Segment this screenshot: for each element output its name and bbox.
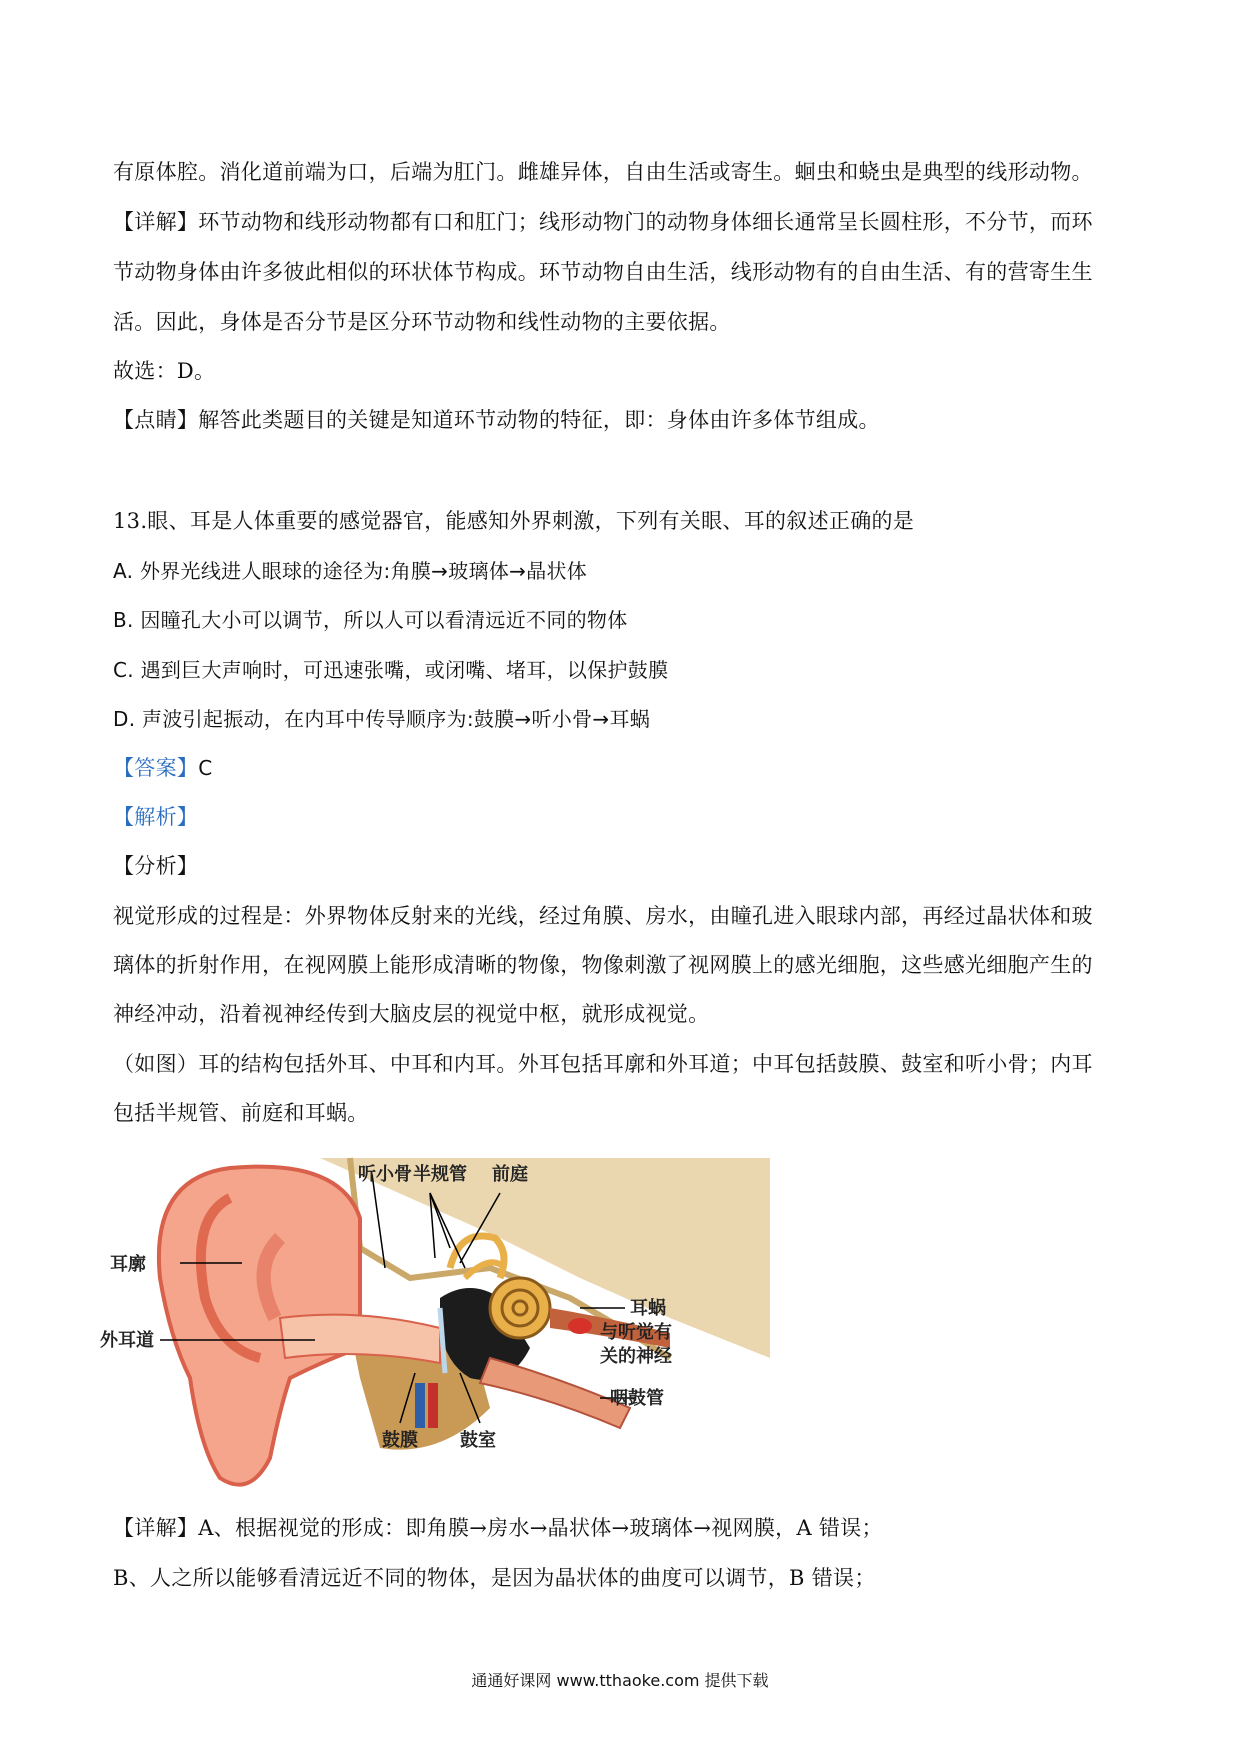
analysis-tag: 【解析】 xyxy=(113,805,199,829)
detail-line: B、人之所以能够看清远近不同的物体，是因为晶状体的曲度可以调节，B 错误； xyxy=(113,1566,876,1590)
label-eardrum: 鼓膜 xyxy=(382,1430,418,1451)
eustachian-tube-shape xyxy=(480,1358,630,1428)
text-line: 活。因此，身体是否分节是区分环节动物和线性动物的主要依据。 xyxy=(113,310,731,334)
option-d: D. 声波引起振动，在内耳中传导顺序为:鼓膜→听小骨→耳蜗 xyxy=(113,707,651,731)
detail-paragraph: 【详解】环节动物和线形动物都有口和肛门；线形动物门的动物身体细长通常呈长圆柱形，不分节，而环 xyxy=(113,210,1093,234)
fenxi-tag: 【分析】 xyxy=(113,854,199,878)
label-nerve-2: 关的神经 xyxy=(600,1346,672,1367)
option-c: C. 遇到巨大声响时，可迅速张嘴，或闭嘴、堵耳，以保护鼓膜 xyxy=(113,658,669,682)
analysis-line: 包括半规管、前庭和耳蜗。 xyxy=(113,1101,369,1125)
label-tympanic-cavity: 鼓室 xyxy=(460,1430,496,1451)
ear-diagram xyxy=(100,1158,770,1498)
text-line: 节动物身体由许多彼此相似的环状体节构成。环节动物自由生活，线形动物有的自由生活、有的营寄生生 xyxy=(113,260,1093,284)
question-stem: 13.眼、耳是人体重要的感觉器官，能感知外界刺激，下列有关眼、耳的叙述正确的是 xyxy=(113,509,915,533)
detail-tag: 【详解】 xyxy=(113,210,199,234)
answer-value: C xyxy=(198,756,213,780)
choose-line: 故选：D。 xyxy=(113,359,216,383)
nerve-cross-section xyxy=(568,1318,592,1334)
analysis-line: 神经冲动，沿着视神经传到大脑皮层的视觉中枢，就形成视觉。 xyxy=(113,1002,710,1026)
artery-shape xyxy=(428,1383,438,1428)
answer-line xyxy=(113,753,1133,783)
point-tag: 【点睛】 xyxy=(113,408,199,432)
label-auricle: 耳廓 xyxy=(110,1254,146,1275)
label-cochlea: 耳蜗 xyxy=(630,1298,666,1319)
option-a: A. 外界光线进人眼球的途径为:角膜→玻璃体→晶状体 xyxy=(113,559,588,583)
cochlea-shape xyxy=(490,1278,550,1338)
label-vestibule: 前庭 xyxy=(492,1164,528,1185)
detail-tag: 【详解】 xyxy=(113,1516,199,1540)
label-nerve-1: 与听觉有 xyxy=(600,1322,672,1343)
label-eustachian-tube: 咽鼓管 xyxy=(610,1388,664,1409)
vein-shape xyxy=(415,1383,425,1428)
text-line: 有原体腔。消化道前端为口，后端为肛门。雌雄异体，自由生活或寄生。蛔虫和蛲虫是典型的线形动物。 xyxy=(113,160,1093,184)
detail-paragraph: 【详解】A、根据视觉的形成：即角膜→房水→晶状体→玻璃体→视网膜，A 错误； xyxy=(113,1516,883,1540)
point-paragraph: 【点睛】解答此类题目的关键是知道环节动物的特征，即：身体由许多体节组成。 xyxy=(113,408,880,432)
label-semicircular-canals: 半规管 xyxy=(413,1164,467,1185)
analysis-line: 视觉形成的过程是：外界物体反射来的光线，经过角膜、房水，由瞳孔进入眼球内部，再经过晶状体和玻 xyxy=(113,904,1093,928)
option-b: B. 因瞳孔大小可以调节，所以人可以看清远近不同的物体 xyxy=(113,608,628,632)
analysis-line: 璃体的折射作用，在视网膜上能形成清晰的物像，物像刺激了视网膜上的感光细胞，这些感光细胞产生的 xyxy=(113,953,1093,977)
label-ear-canal: 外耳道 xyxy=(100,1330,154,1351)
analysis-line: （如图）耳的结构包括外耳、中耳和内耳。外耳包括耳廓和外耳道；中耳包括鼓膜、鼓室和听小骨；内耳 xyxy=(113,1052,1093,1076)
label-ossicles: 听小骨 xyxy=(358,1164,412,1185)
answer-tag: 【答案】 xyxy=(113,756,199,780)
page-footer: 通通好课网 www.tthaoke.com 提供下载 xyxy=(471,1671,769,1690)
ear-structure-figure xyxy=(100,1158,770,1498)
